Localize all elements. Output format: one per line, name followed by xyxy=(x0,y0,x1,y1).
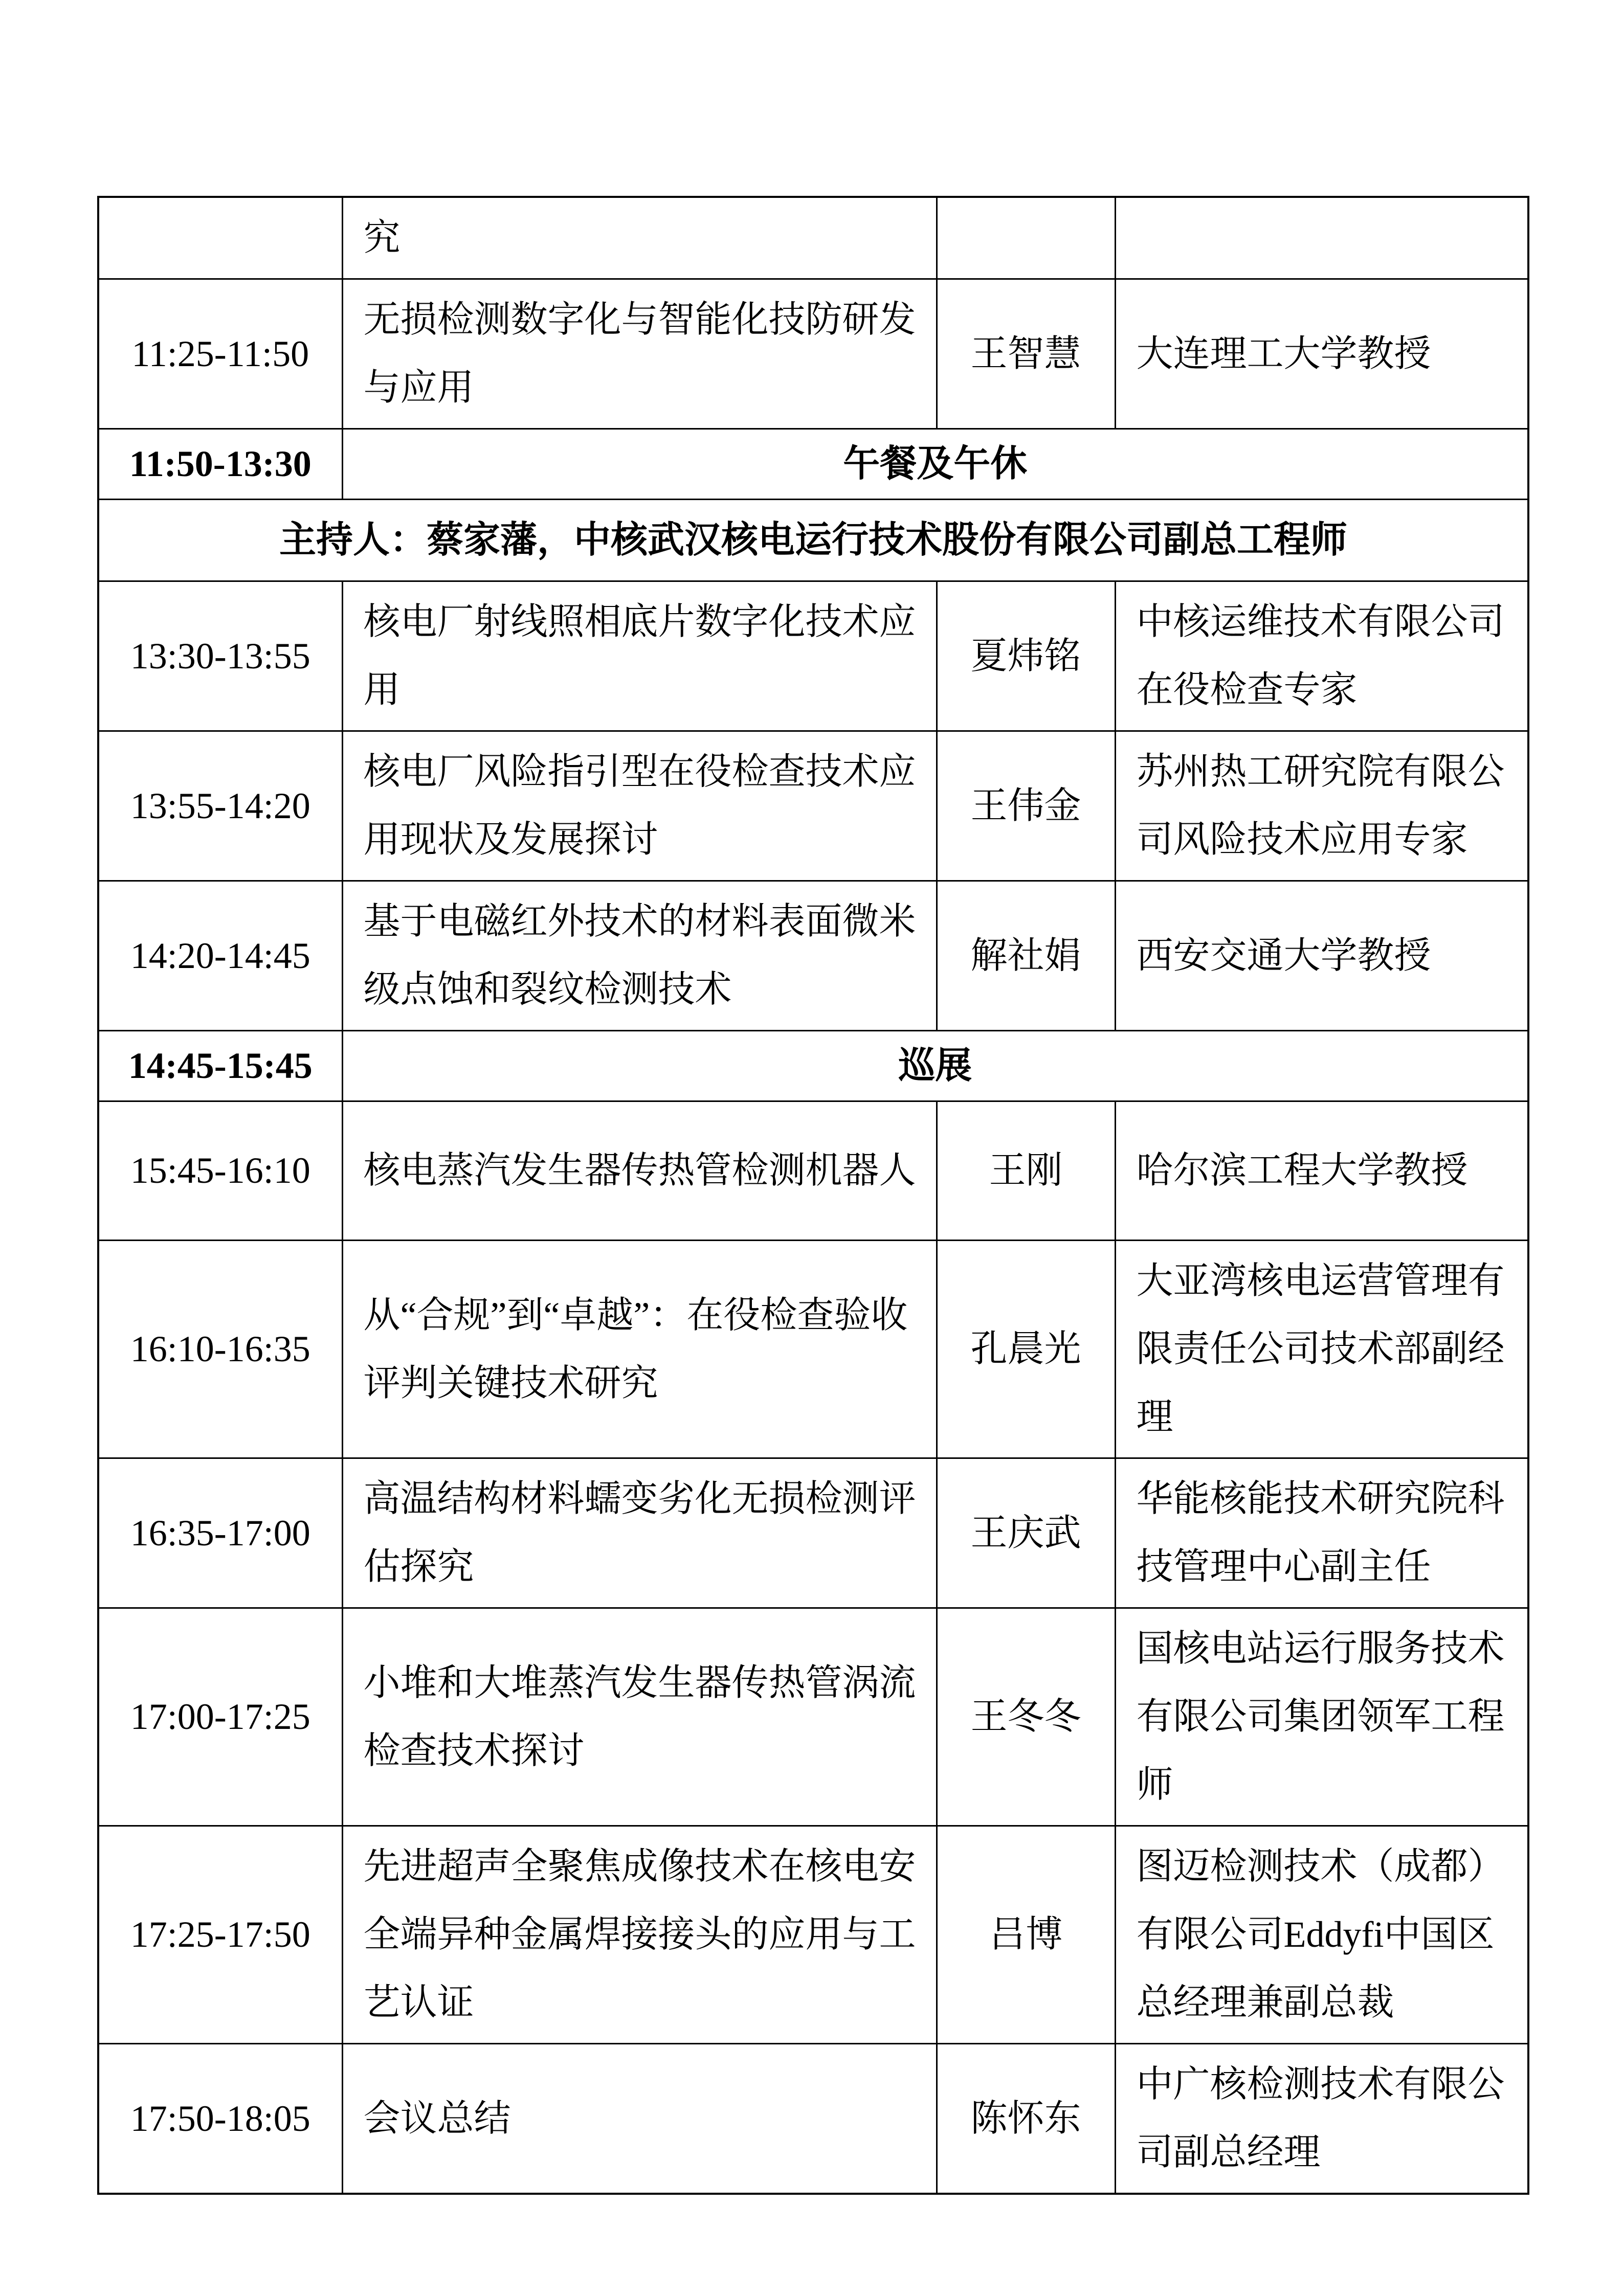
speaker-cell: 王庆武 xyxy=(937,1458,1115,1608)
speaker-cell xyxy=(937,197,1115,279)
agenda-table xyxy=(97,196,1529,2195)
table-row xyxy=(98,1031,1528,1101)
table-row xyxy=(98,1241,1528,1458)
speaker-cell: 王智慧 xyxy=(937,279,1115,429)
speaker-cell: 吕博 xyxy=(937,1826,1115,2044)
speaker-cell: 王刚 xyxy=(937,1101,1115,1241)
topic-cell: 核电厂风险指引型在役检查技术应用现状及发展探讨 xyxy=(342,731,937,881)
speaker-cell: 王冬冬 xyxy=(937,1608,1115,1826)
speaker-cell: 夏炜铭 xyxy=(937,581,1115,731)
time-cell: 13:30-13:55 xyxy=(98,581,342,731)
topic-cell: 高温结构材料蠕变劣化无损检测评估探究 xyxy=(342,1458,937,1608)
topic-cell: 会议总结 xyxy=(342,2044,937,2194)
affiliation-cell: 大连理工大学教授 xyxy=(1115,279,1528,429)
agenda-table-body xyxy=(98,197,1528,2194)
table-row xyxy=(98,1458,1528,1608)
speaker-cell: 解社娟 xyxy=(937,881,1115,1031)
time-cell: 16:35-17:00 xyxy=(98,1458,342,1608)
table-row xyxy=(98,429,1528,500)
time-cell: 14:45-15:45 xyxy=(98,1031,342,1101)
time-cell: 17:25-17:50 xyxy=(98,1826,342,2044)
speaker-cell: 孔晨光 xyxy=(937,1241,1115,1458)
time-cell: 11:50-13:30 xyxy=(98,429,342,500)
topic-cell: 核电厂射线照相底片数字化技术应用 xyxy=(342,581,937,731)
speaker-cell: 陈怀东 xyxy=(937,2044,1115,2194)
affiliation-cell: 中广核检测技术有限公司副总经理 xyxy=(1115,2044,1528,2194)
time-cell xyxy=(98,197,342,279)
time-cell: 11:25-11:50 xyxy=(98,279,342,429)
topic-cell: 核电蒸汽发生器传热管检测机器人 xyxy=(342,1101,937,1241)
affiliation-cell: 图迈检测技术（成都）有限公司Eddyfi中国区总经理兼副总裁 xyxy=(1115,1826,1528,2044)
time-cell: 13:55-14:20 xyxy=(98,731,342,881)
topic-cell: 究 xyxy=(342,197,937,279)
time-cell: 17:00-17:25 xyxy=(98,1608,342,1826)
topic-cell: 无损检测数字化与智能化技防研发与应用 xyxy=(342,279,937,429)
affiliation-cell: 哈尔滨工程大学教授 xyxy=(1115,1101,1528,1241)
affiliation-cell: 华能核能技术研究院科技管理中心副主任 xyxy=(1115,1458,1528,1608)
topic-cell: 从“合规”到“卓越”：在役检查验收评判关键技术研究 xyxy=(342,1241,937,1458)
topic-cell: 先进超声全聚焦成像技术在核电安全端异种金属焊接接头的应用与工艺认证 xyxy=(342,1826,937,2044)
table-row xyxy=(98,881,1528,1031)
speaker-cell: 王伟金 xyxy=(937,731,1115,881)
break-label-cell: 巡展 xyxy=(342,1031,1528,1101)
affiliation-cell: 大亚湾核电运营管理有限责任公司技术部副经理 xyxy=(1115,1241,1528,1458)
table-row xyxy=(98,500,1528,581)
topic-cell: 小堆和大堆蒸汽发生器传热管涡流检查技术探讨 xyxy=(342,1608,937,1826)
affiliation-cell: 苏州热工研究院有限公司风险技术应用专家 xyxy=(1115,731,1528,881)
table-row xyxy=(98,1608,1528,1826)
table-row xyxy=(98,1101,1528,1241)
table-row xyxy=(98,1826,1528,2044)
table-row xyxy=(98,731,1528,881)
affiliation-cell: 中核运维技术有限公司在役检查专家 xyxy=(1115,581,1528,731)
topic-cell: 基于电磁红外技术的材料表面微米级点蚀和裂纹检测技术 xyxy=(342,881,937,1031)
time-cell: 15:45-16:10 xyxy=(98,1101,342,1241)
time-cell: 16:10-16:35 xyxy=(98,1241,342,1458)
chair-cell: 主持人：蔡家藩，中核武汉核电运行技术股份有限公司副总工程师 xyxy=(98,500,1528,581)
affiliation-cell: 西安交通大学教授 xyxy=(1115,881,1528,1031)
table-row xyxy=(98,279,1528,429)
time-cell: 17:50-18:05 xyxy=(98,2044,342,2194)
table-row xyxy=(98,197,1528,279)
table-row xyxy=(98,581,1528,731)
time-cell: 14:20-14:45 xyxy=(98,881,342,1031)
break-label-cell: 午餐及午休 xyxy=(342,429,1528,500)
affiliation-cell: 国核电站运行服务技术有限公司集团领军工程师 xyxy=(1115,1608,1528,1826)
table-row xyxy=(98,2044,1528,2194)
affiliation-cell xyxy=(1115,197,1528,279)
